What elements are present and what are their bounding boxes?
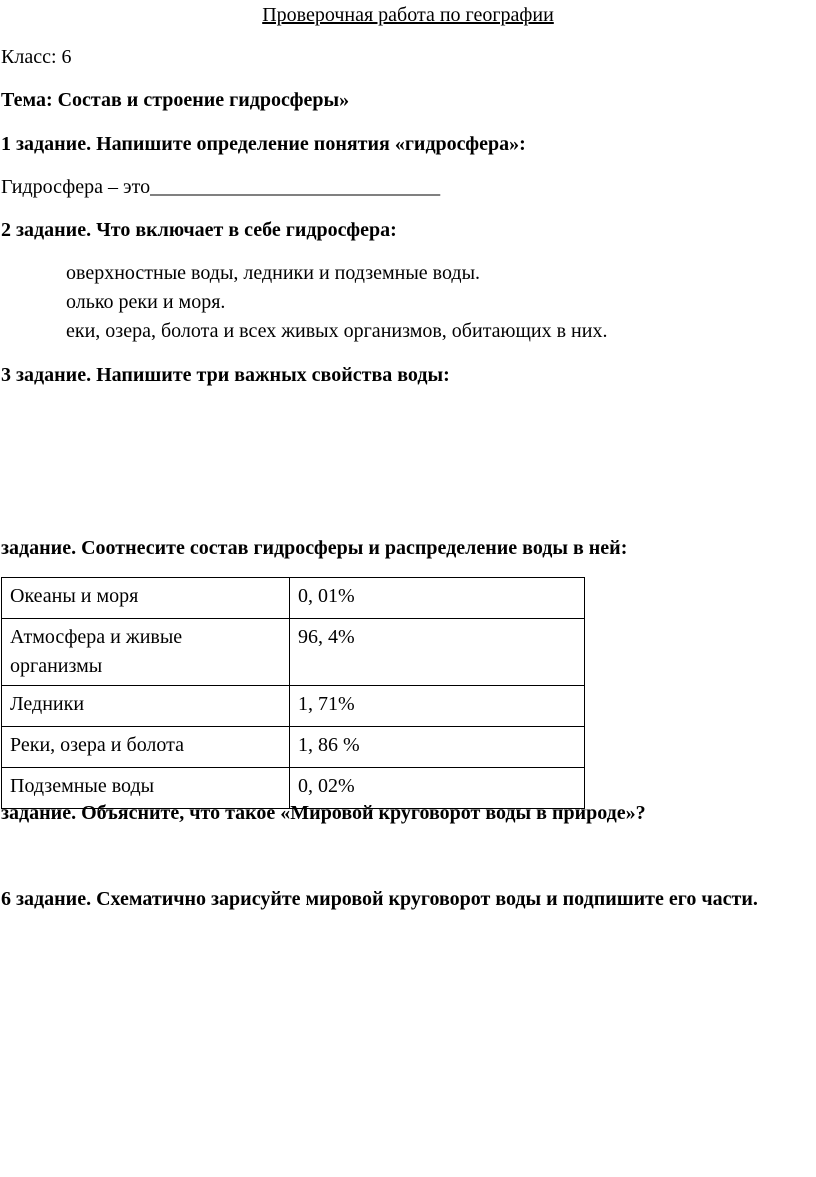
task1-answer-line: Гидросфера – это_____________________________ [1,176,441,198]
table-cell-value: 0, 02% [290,768,585,809]
table-row [2,619,585,686]
task2-option-2: олько реки и моря. [66,291,226,313]
table-cell-name: Реки, озера и болота [2,727,290,768]
page-title: Проверочная работа по географии [262,4,554,26]
task3-heading: 3 задание. Напишите три важных свойства воды: [1,364,450,386]
task4-heading: задание. Соотнесите состав гидросферы и распределение воды в ней: [1,537,628,559]
task6-heading: 6 задание. Схематично зарисуйте мировой круговорот воды и подпишите его части. [1,888,758,910]
table-row [2,686,585,727]
table-row [2,578,585,619]
table-cell-value: 0, 01% [290,578,585,619]
task1-heading: 1 задание. Напишите определение понятия «гидросфера»: [1,133,526,155]
task2-heading: 2 задание. Что включает в себе гидросфера: [1,219,397,241]
topic-line: Тема: Состав и строение гидросферы» [1,89,350,111]
task5-heading: задание. Объясните, что такое «Мировой круговорот воды в природе»? [1,802,646,824]
class-line: Класс: 6 [1,46,72,68]
table-cell-name: Океаны и моря [2,578,290,619]
table-cell-name [2,619,290,686]
distribution-table [1,577,585,809]
table-cell-value: 1, 71% [290,686,585,727]
table-cell-name: Подземные воды [2,768,290,809]
table-row [2,727,585,768]
table-cell-name: Ледники [2,686,290,727]
task2-option-3: еки, озера, болота и всех живых организмов, обитающих в них. [66,320,608,342]
table-cell-name-text: Атмосфера и живые организмы [10,626,183,677]
table-cell-value: 96, 4% [290,619,585,686]
table-cell-value: 1, 86 % [290,727,585,768]
task2-option-1: оверхностные воды, ледники и подземные воды. [66,262,481,284]
